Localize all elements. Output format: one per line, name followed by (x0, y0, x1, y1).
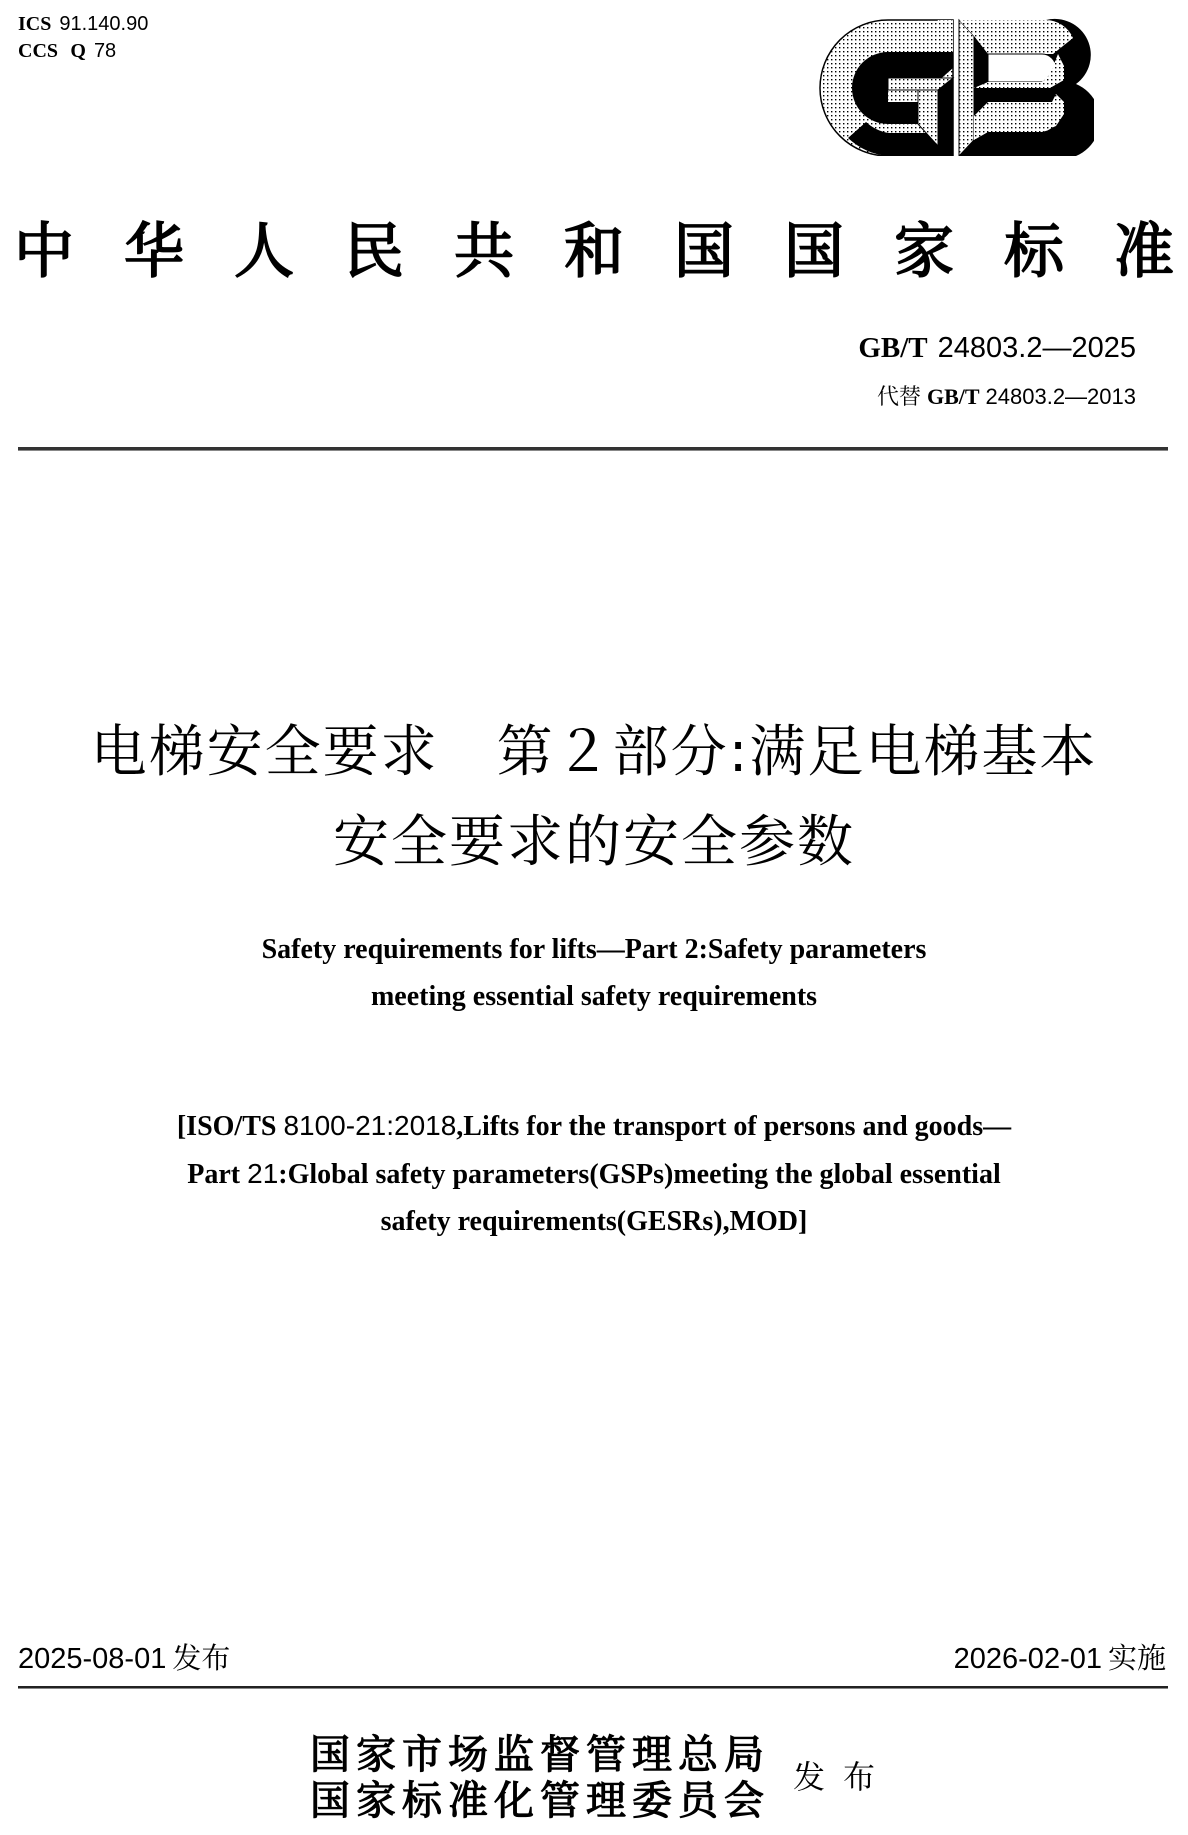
issuer-sac: 国家标准化管理委员会 (310, 1777, 770, 1824)
iso-reference (0, 1102, 1188, 1245)
title-char: 共 (454, 217, 514, 287)
title-char: 华 (124, 217, 184, 287)
iso-reference-line2: Part 21:Global safety parameters(GSPs)meeting the global essential (187, 1158, 1001, 1190)
ccs-code: CCS Q 78 (18, 40, 117, 62)
gb-logo-icon (818, 18, 1094, 156)
main-title (14, 212, 1174, 292)
classification-codes (18, 10, 148, 64)
english-title (0, 926, 1188, 1020)
title-char: 家 (894, 217, 954, 287)
ics-code: ICS 91.140.90 (18, 13, 149, 35)
english-title-line1: Safety requirements for lifts—Part 2:Safety parameters (261, 934, 927, 965)
iso-reference-line1: [ISO/TS 8100-21:2018,Lifts for the transport of persons and goods— (176, 1110, 1012, 1142)
title-char: 中 (14, 217, 74, 287)
issuer-samr: 国家市场监督管理总局 (310, 1731, 770, 1778)
iso-reference-line3: safety requirements(GESRs),MOD] (380, 1206, 808, 1237)
issue-date: 2025-08-01 发布 (18, 1641, 231, 1675)
header-divider (18, 447, 1168, 451)
chinese-title-line2: 安全要求的安全参数 (333, 810, 855, 875)
title-char: 国 (674, 217, 734, 287)
title-char: 国 (784, 217, 844, 287)
title-char: 准 (1114, 217, 1174, 287)
title-char: 民 (344, 217, 404, 287)
chinese-title-line1: 电梯安全要求 第２部分:满足电梯基本 (90, 720, 1098, 785)
title-char: 标 (1004, 217, 1064, 287)
title-char: 人 (234, 217, 294, 287)
gb-logo (818, 18, 1094, 156)
title-char: 和 (564, 217, 624, 287)
footer-divider (18, 1686, 1168, 1689)
standard-number: GB/T 24803.2—2025 (858, 332, 1136, 364)
publish-label: 发布 (793, 1758, 894, 1796)
effective-date: 2026-02-01 实施 (953, 1641, 1166, 1675)
issuing-authorities (310, 1732, 770, 1824)
replaces-standard: 代替 GB/T 24803.2—2013 (876, 384, 1136, 410)
english-title-line2: meeting essential safety requirements (370, 981, 818, 1012)
